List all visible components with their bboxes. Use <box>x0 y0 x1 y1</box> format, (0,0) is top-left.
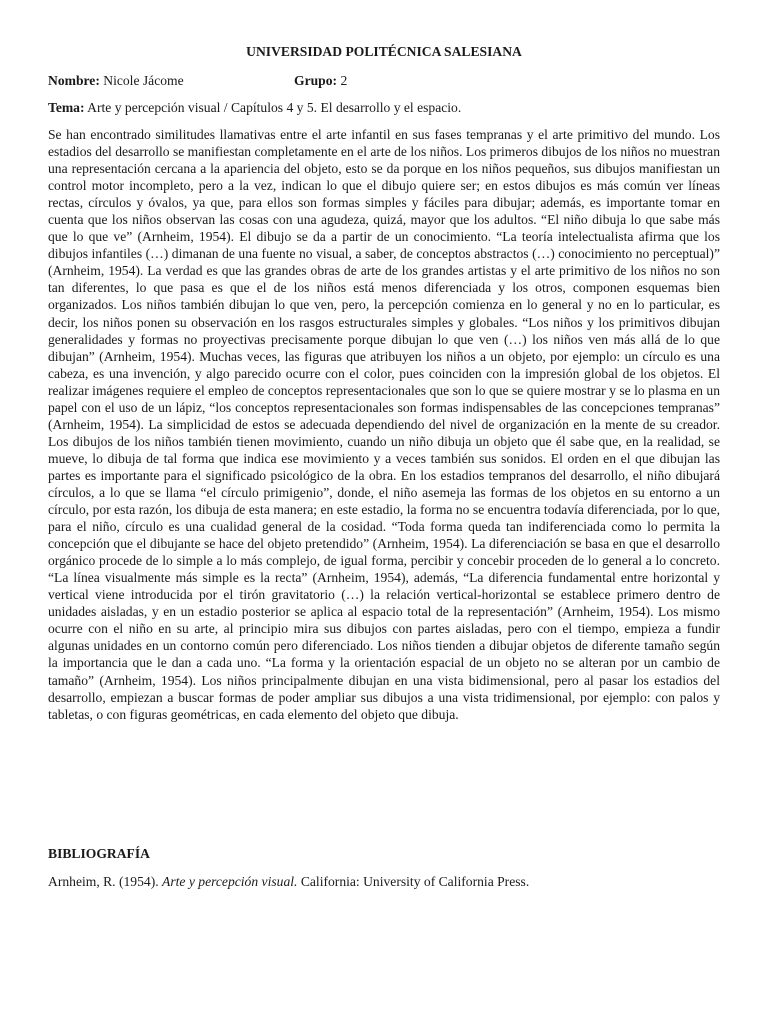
bibliography-entry <box>48 873 720 890</box>
page-title: UNIVERSIDAD POLITÉCNICA SALESIANA <box>246 44 522 59</box>
topic-line <box>48 99 720 116</box>
bibliography-publisher: California: University of California Press. <box>297 874 530 889</box>
name-value: Nicole Jácome <box>99 73 184 88</box>
topic-value: Arte y percepción visual / Capítulos 4 y 5. El desarrollo y el espacio. <box>84 100 462 115</box>
bibliography-author: Arnheim, R. (1954). <box>48 874 163 889</box>
bibliography-heading: BIBLIOGRAFÍA <box>48 846 150 861</box>
group-label: Grupo: <box>294 73 338 88</box>
topic-label: Tema: <box>48 100 85 115</box>
student-name <box>48 73 184 88</box>
student-info-line <box>48 72 720 89</box>
group-info <box>294 72 347 89</box>
bibliography-book-title: Arte y percepción visual. <box>162 874 298 889</box>
essay-body: Se han encontrado similitudes llamativas entre el arte infantil en sus fases tempranas y el arte primitivo del mundo. Los estadios del desarrollo se manifiestan completamente en el arte de los niños. Los primeros dibujos de los niños no muestran una representación cercana a la apariencia del objeto, esto se da porque en los niños pequeños, sus dibujos manifiestan un control motor incompleto, pero a la vez, indican lo que el dibujo quiere ser; en estos dibujos es más común ver líneas rectas, círculos y óvalos, ya que, para ellos son formas simples y fáciles para dibujar; además, es importante tomar en cuenta que los niños observan las cosas con una agudeza, quizá, mayor que los adultos. “El niño dibuja lo que sabe más que lo que ve” (Arnheim, 1954). El dibujo se da a partir de un conocimiento. “La teoría intelectualista afirma que los dibujos infantiles (…) dimanan de una fuente no visual, a saber, de conceptos abstractos (…) conocimiento no perceptual)” (Arnheim, 1954). La verdad es que las grandes obras de arte de los grandes artistas y el arte primitivo de los niños no son tan diferentes, lo que pasa es que el de los niños está menos diferenciada y los otros, componen esquemas bien organizados. Los niños también dibujan lo que ven, pero, la percepción comienza en lo general y no en lo particular, es decir, los niños ponen su observación en los rasgos estructurales simples y globales. “Los niños y los primitivos dibujan generalidades y formas no proyectivas precisamente porque dibujan lo que ven (…) los niños ven más allá de lo que dibujan” (Arnheim, 1954). Muchas veces, las figuras que atribuyen los niños a un objeto, por ejemplo: un círculo es una cabeza, es una invención, y algo parecido ocurre con el color, pues coinciden con la impresión global de los objetos. El realizar imágenes requiere el empleo de conceptos representacionales que son lo que se quiere mostrar y se lo plasma en un papel con el uso de un lápiz, “los conceptos representacionales son formas indispensables de las concepciones tempranas” (Arnheim, 1954). La simplicidad de estos se adecuada dependiendo del nivel de organización en la mente de su creador. Los dibujos de los niños también tienen movimiento, cuando un niño dibuja un objeto que él sabe que, en la realidad, se mueve, lo dibuja de tal forma que indica ese movimiento y a veces también sus sonidos. El orden en el que dibujan las partes es importante para el significado psicológico de la obra. En los estadios tempranos del desarrollo, el niño dibujará círculos, a lo que se llama “el círculo primigenio”, donde, el niño asemeja las formas de los objetos en su entorno a un círculo, por esta razón, los dibuja de esta manera; en este estadio, la forma no se encuentra todavía diferenciada, por lo que, para el niño, círculo es una cualidad general de la cosidad. “Toda forma queda tan indiferenciada como lo permita la concepción que el dibujante se hace del objeto pretendido” (Arnheim, 1954). La diferenciación se basa en que el desarrollo orgánico procede de lo simple a lo más complejo, de igual forma, percibir y concebir proceden de lo general a lo concreto. “La línea visualmente más simple es la recta” (Arnheim, 1954), además, “La diferencia fundamental entre horizontal y vertical viene introducida por el tirón gravitatorio (…) la relación vertical-horizontal se establece primero dentro de unidades aisladas, y en un estadio posterior se aplica al espacio total de la representación” (Arnheim, 1954). Los mismo ocurre con el niño en su arte, al principio mira sus dibujos con partes aisladas, pero con el tiempo, empieza a fundir algunas unidades en un contorno común pero diferenciado. Los niños tienden a dibujar objetos de diferente tamaño según la importancia que le dan a cada uno. “La forma y la orientación espacial de un objeto no se alteran por un cambio de tamaño” (Arnheim, 1954). Los niños principalmente dibujan en una vista bidimensional, pero al pasar los estadios del desarrollo, empiezan a buscar formas de poder ampliar sus dibujos a una vista tridimensional, por ejemplo: con palos y tabletas, o con figuras geométricas, en cada elemento del objeto que dibuja. <box>48 127 720 722</box>
name-label: Nombre: <box>48 73 100 88</box>
group-value: 2 <box>337 73 348 88</box>
